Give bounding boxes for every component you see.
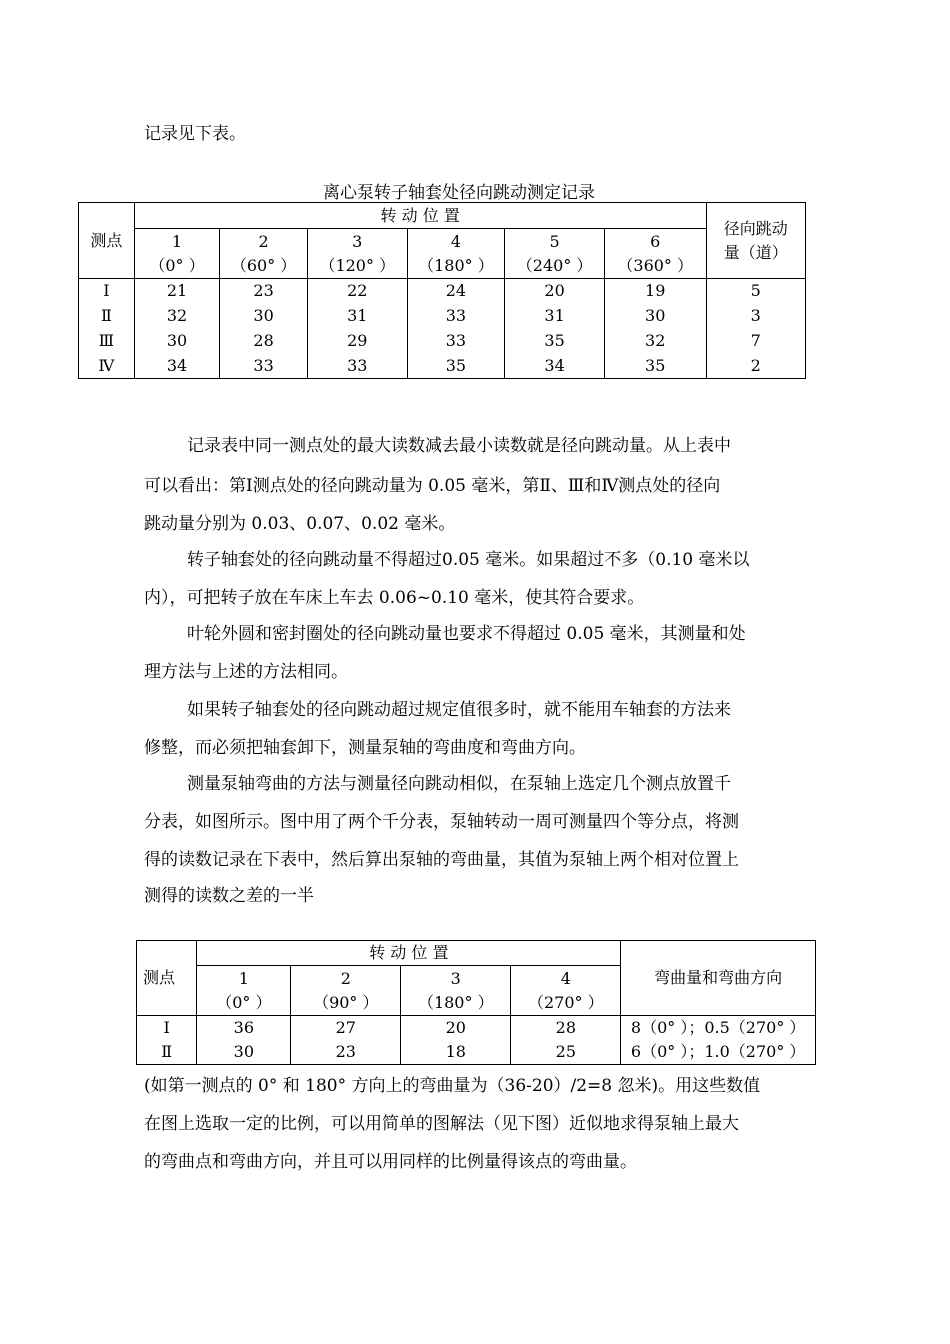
position-header: 3 （120° ）	[307, 229, 407, 279]
table-row: Ⅰ 36 27 20 28 8（0° ）；0.5（270° ）	[137, 1016, 816, 1041]
table-row: Ⅱ 30 23 18 25 6（0° ）；1.0（270° ）	[137, 1040, 816, 1065]
table-row: Ⅰ 21 23 22 24 20 19 5	[79, 279, 806, 304]
position-header: 1 （0° ）	[197, 966, 291, 1016]
header-rotation: 转 动 位 置	[197, 941, 621, 966]
header-point: 测点	[137, 941, 197, 1016]
header-runout-line2: 量（道）	[723, 242, 788, 262]
position-header: 5 （240° ）	[505, 229, 605, 279]
header-rotation: 转 动 位 置	[134, 203, 706, 229]
position-header: 6 （360° ）	[604, 229, 706, 279]
position-header: 1 （0° ）	[134, 229, 219, 279]
bend-table	[136, 940, 816, 1065]
intro-text: 记录见下表。	[144, 124, 246, 144]
position-header: 4 （180° ）	[407, 229, 505, 279]
table-row: Ⅱ 32 30 31 33 31 30 3	[79, 304, 806, 329]
position-header: 2 （60° ）	[220, 229, 308, 279]
table1-caption: 离心泵转子轴套处径向跳动测定记录	[323, 183, 595, 203]
table-row: Ⅳ 34 33 33 35 34 35 2	[79, 354, 806, 379]
position-header: 4 （270° ）	[511, 966, 621, 1016]
header-runout	[706, 203, 806, 279]
header-runout-line1: 径向跳动	[723, 218, 788, 238]
runout-table	[78, 202, 806, 379]
header-point: 测点	[79, 203, 135, 279]
position-header: 2 （90° ）	[291, 966, 401, 1016]
position-header: 3 （180° ）	[401, 966, 511, 1016]
table-row: Ⅲ 30 28 29 33 35 32 7	[79, 329, 806, 354]
header-bend: 弯曲量和弯曲方向	[621, 941, 816, 1016]
